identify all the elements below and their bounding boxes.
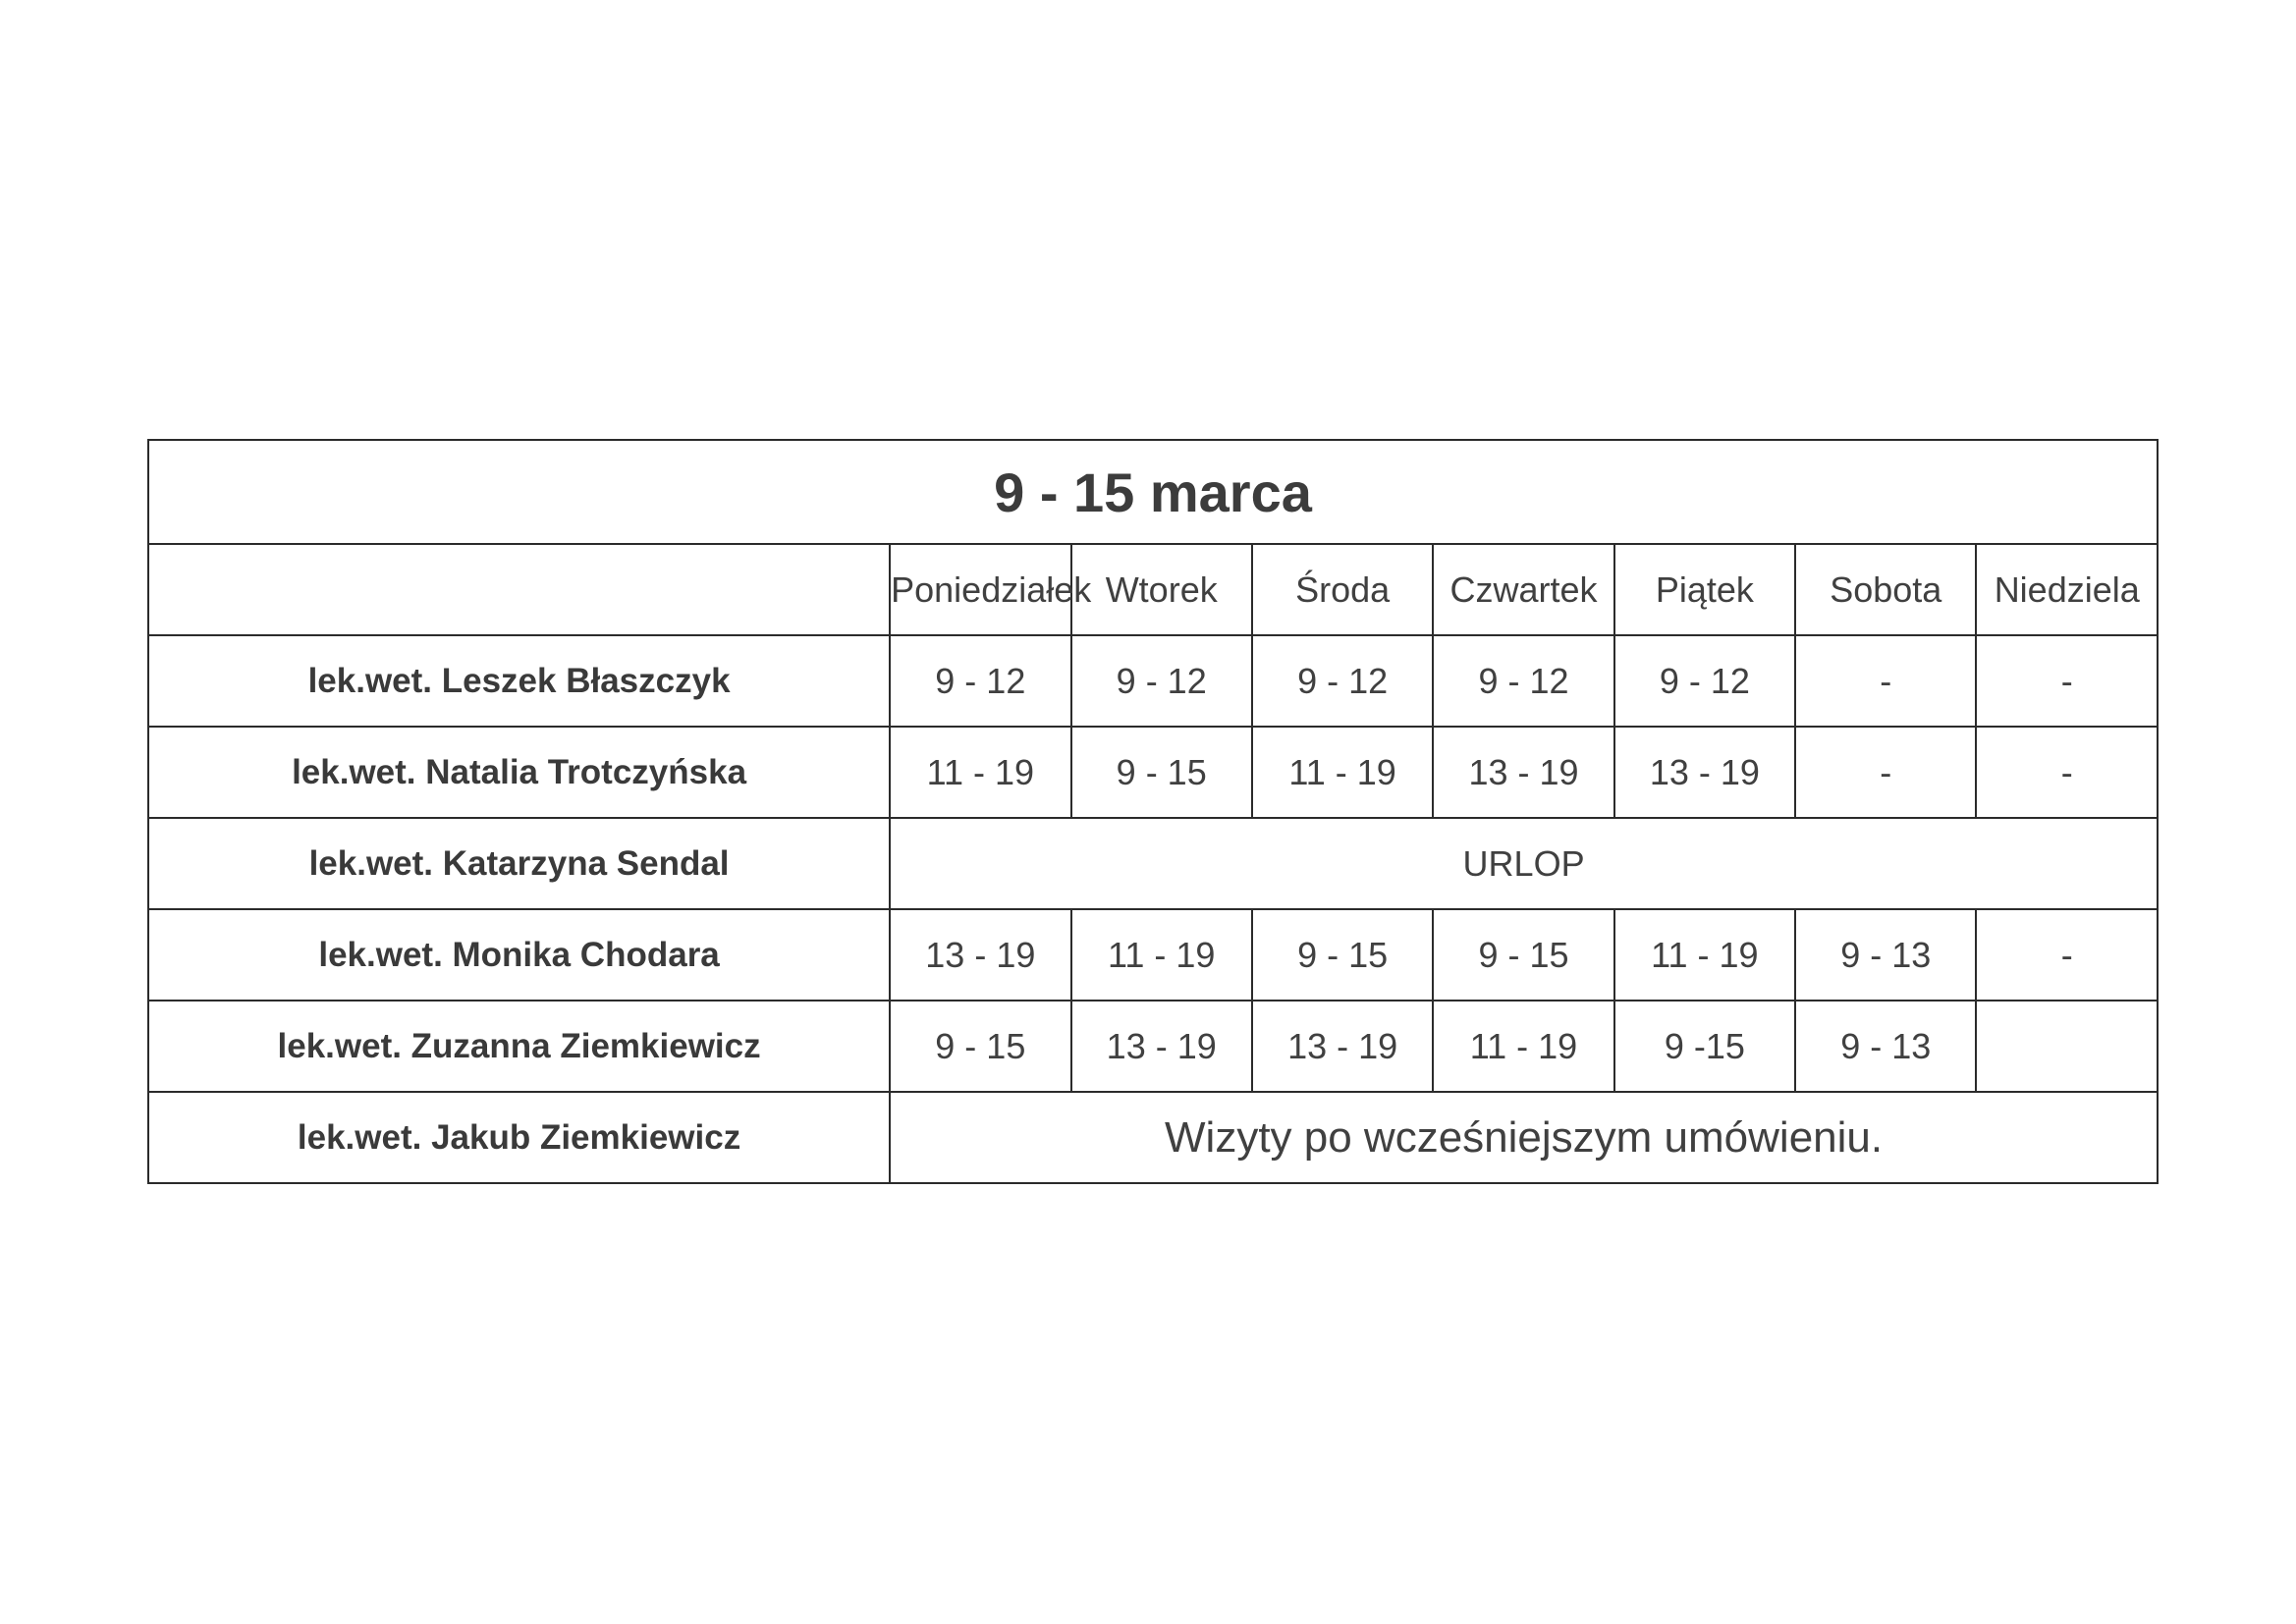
- hours-cell: 9 - 12: [890, 635, 1070, 727]
- hours-cell: 9 - 12: [1252, 635, 1433, 727]
- hours-cell: [1976, 1001, 2158, 1092]
- hours-cell: 11 - 19: [1433, 1001, 1613, 1092]
- vet-name: lek.wet. Natalia Trotczyńska: [148, 727, 890, 818]
- hours-cell: -: [1795, 635, 1976, 727]
- hours-cell: 9 - 15: [1433, 909, 1613, 1001]
- hours-cell: 11 - 19: [1071, 909, 1252, 1001]
- vet-name: lek.wet. Leszek Błaszczyk: [148, 635, 890, 727]
- hours-cell: 11 - 19: [890, 727, 1070, 818]
- table-row: [148, 635, 2158, 727]
- hours-cell: 9 - 13: [1795, 909, 1976, 1001]
- hours-cell: 13 - 19: [1071, 1001, 1252, 1092]
- hours-cell: 11 - 19: [1614, 909, 1795, 1001]
- hours-cell: 9 - 15: [1252, 909, 1433, 1001]
- table-row: [148, 727, 2158, 818]
- day-header-monday: Poniedziałek: [890, 544, 1070, 635]
- schedule-table: [147, 439, 2159, 1184]
- hours-cell: 13 - 19: [1252, 1001, 1433, 1092]
- hours-cell: -: [1976, 727, 2158, 818]
- title-row: [148, 440, 2158, 544]
- header-empty-cell: [148, 544, 890, 635]
- hours-cell: 9 - 12: [1614, 635, 1795, 727]
- hours-cell: -: [1976, 635, 2158, 727]
- day-header-saturday: Sobota: [1795, 544, 1976, 635]
- hours-cell: 9 - 13: [1795, 1001, 1976, 1092]
- leave-note-cell: URLOP: [890, 818, 2158, 909]
- hours-cell: 13 - 19: [890, 909, 1070, 1001]
- table-row: [148, 1001, 2158, 1092]
- hours-cell: -: [1795, 727, 1976, 818]
- vet-name: lek.wet. Jakub Ziemkiewicz: [148, 1092, 890, 1183]
- table-row: [148, 1092, 2158, 1183]
- hours-cell: 9 -15: [1614, 1001, 1795, 1092]
- day-header-sunday: Niedziela: [1976, 544, 2158, 635]
- vet-name: lek.wet. Katarzyna Sendal: [148, 818, 890, 909]
- hours-cell: 9 - 15: [1071, 727, 1252, 818]
- hours-cell: -: [1976, 909, 2158, 1001]
- days-header-row: [148, 544, 2158, 635]
- hours-cell: 11 - 19: [1252, 727, 1433, 818]
- hours-cell: 9 - 15: [890, 1001, 1070, 1092]
- schedule-title: 9 - 15 marca: [148, 440, 2158, 544]
- hours-cell: 13 - 19: [1433, 727, 1613, 818]
- hours-cell: 9 - 12: [1071, 635, 1252, 727]
- day-header-tuesday: Wtorek: [1071, 544, 1252, 635]
- day-header-wednesday: Środa: [1252, 544, 1433, 635]
- hours-cell: 13 - 19: [1614, 727, 1795, 818]
- appointment-note-cell: Wizyty po wcześniejszym umówieniu.: [890, 1092, 2158, 1183]
- table-row: [148, 909, 2158, 1001]
- table-row: [148, 818, 2158, 909]
- day-header-thursday: Czwartek: [1433, 544, 1613, 635]
- vet-name: lek.wet. Monika Chodara: [148, 909, 890, 1001]
- vet-name: lek.wet. Zuzanna Ziemkiewicz: [148, 1001, 890, 1092]
- hours-cell: 9 - 12: [1433, 635, 1613, 727]
- day-header-friday: Piątek: [1614, 544, 1795, 635]
